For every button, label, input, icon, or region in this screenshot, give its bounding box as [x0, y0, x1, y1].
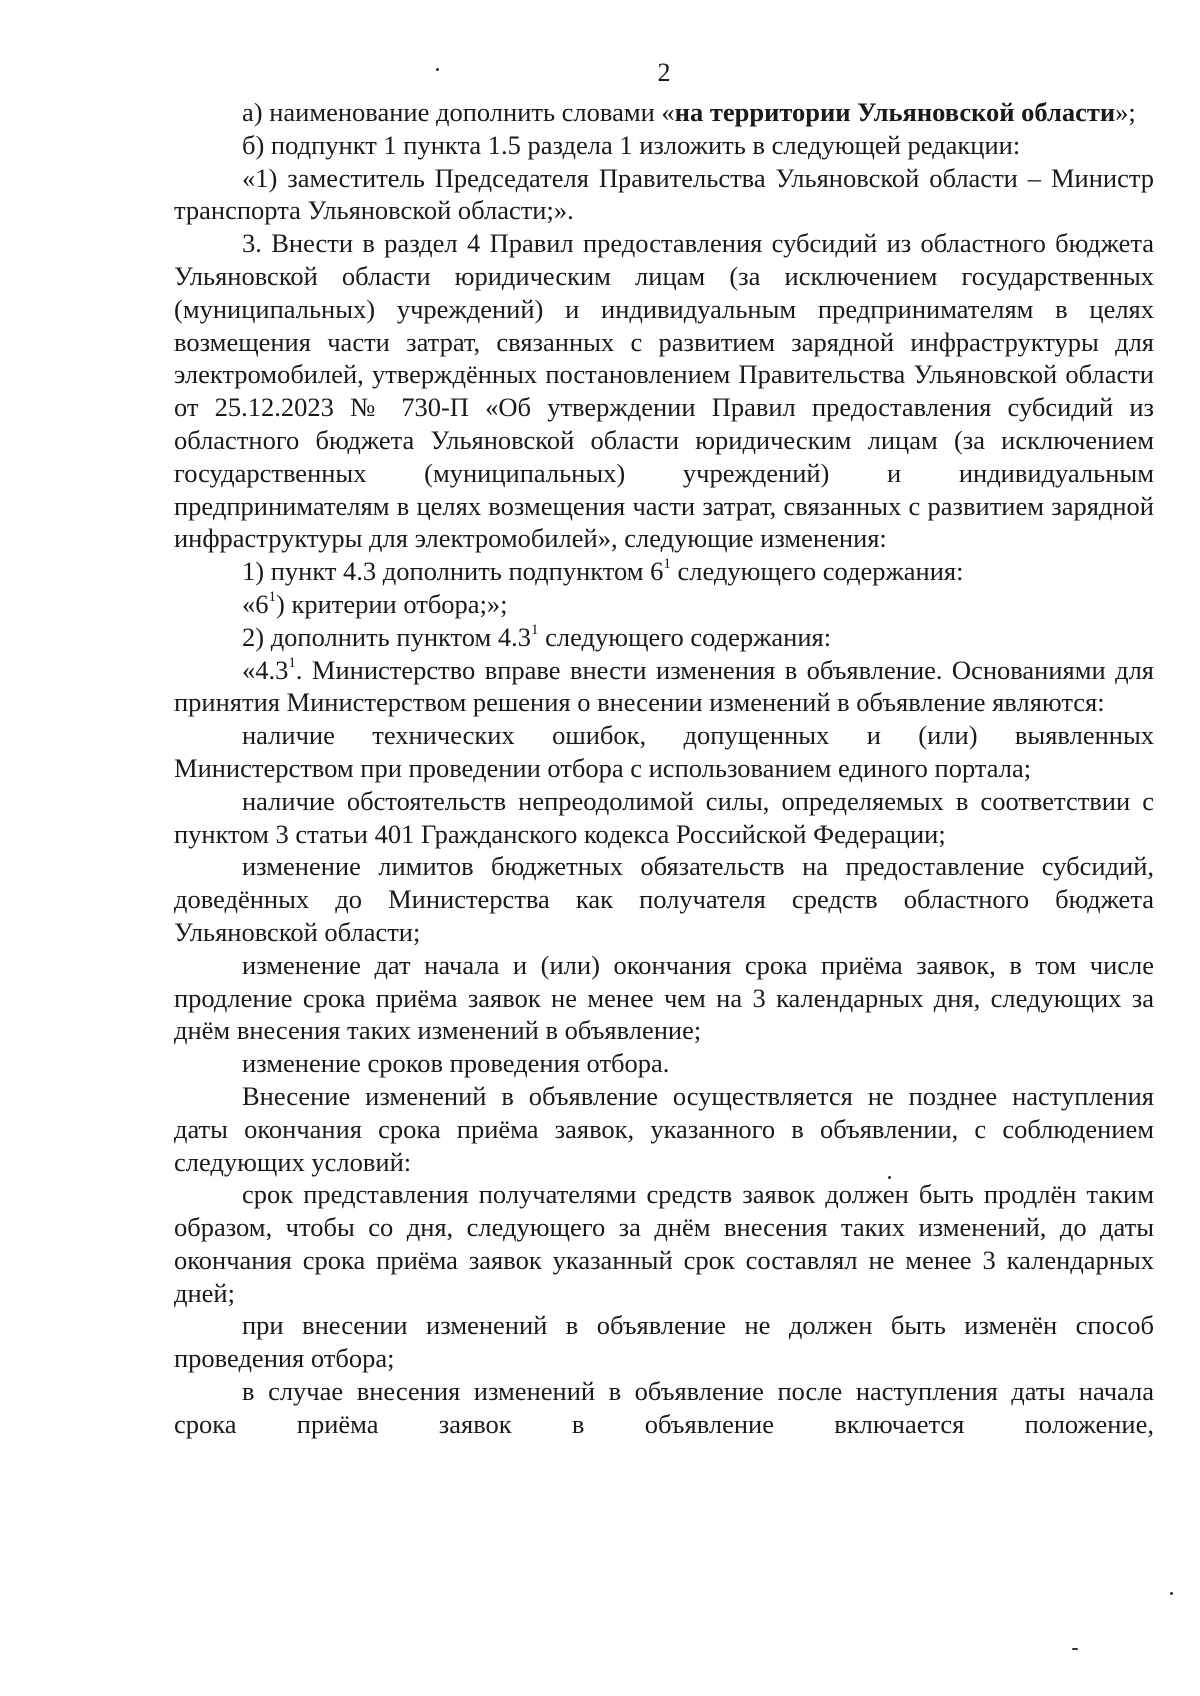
paragraph-a-bold-text: на территории Ульяновской области — [674, 97, 1116, 127]
item-1-superscript: 1 — [663, 556, 671, 573]
paragraph-a-tail: »; — [1115, 97, 1136, 127]
clause-4-3-1-text: «4.3 — [242, 654, 289, 685]
criteria-tail: ) критерии отбора;»; — [276, 588, 508, 619]
paragraph-application-dates: изменение дат начала и (или) окончания срока приёма заявок, в том числе продление срока приёма заявок не менее чем на 3 календарных дня, следующих за днём внесения таких изменений в объявление; — [174, 949, 1154, 1046]
document-page — [174, 58, 1154, 1441]
scan-speck — [436, 68, 439, 71]
paragraph-selection-dates: изменение сроков проведения отбора. — [242, 1048, 670, 1079]
paragraph-item-2 — [174, 621, 1154, 654]
scan-speck — [1072, 1648, 1078, 1650]
paragraph-force-majeure: наличие обстоятельств непреодолимой силы, определяемых в соответствии с пунктом 3 статьи 401 Гражданского кодекса Российской Федерации; — [174, 785, 1154, 849]
item-2-tail: следующего содержания: — [538, 621, 832, 652]
page-number: 2 — [657, 58, 671, 87]
scan-speck — [888, 1176, 891, 1179]
paragraph-technical-errors: наличие технических ошибок, допущенных и (или) выявленных Министерством при проведении отбора с использованием единого портала; — [174, 720, 1154, 783]
paragraph-selection-method: при внесении изменений в объявление не должен быть изменён способ проведения отбора; — [174, 1310, 1154, 1374]
paragraph-section-3: 3. Внести в раздел 4 Правил предоставления субсидий из областного бюджета Ульяновской области юридическим лицам (за исключением государственных (муниципальных) учреждений) и индивидуальным предпринимателям в целях возмещения части затрат, связанных с развитием зарядной инфраструктуры для электромобилей, утверждённых постановлением Правительства Ульяновской области от 25.12.2023 № 730-П «Об утверждении Правил предоставления субсидий из областного бюджета Ульяновской области юридическим лицам (за исключением государственных (муниципальных) учреждений) и индивидуальным предпринимателям в целях возмещения части затрат, связанных с развитием зарядной инфраструктуры для электромобилей», следующие изменения: — [174, 228, 1154, 554]
item-2-text: 2) дополнить пунктом 4.3 — [242, 621, 532, 652]
paragraph-b: б) подпункт 1 пункта 1.5 раздела 1 изложить в следующей редакции: — [242, 129, 1021, 160]
paragraph-4-3-1 — [174, 654, 1154, 720]
scan-speck — [1170, 1592, 1173, 1595]
paragraph-budget-limits: изменение лимитов бюджетных обязательств на предоставление субсидий, доведённых до Министерства как получателя средств областного бюджета Ульяновской области; — [174, 851, 1154, 947]
item-1-text: 1) пункт 4.3 дополнить подпунктом 6 — [242, 556, 664, 587]
item-1-tail: следующего содержания: — [670, 556, 964, 587]
clause-4-3-1-superscript: 1 — [288, 654, 296, 671]
paragraph-deputy: «1) заместитель Председателя Правительства Ульяновской области – Министр транспорта Ульяновской области;». — [174, 162, 1154, 226]
criteria-superscript: 1 — [268, 589, 276, 606]
paragraph-after-start: в случае внесения изменений в объявление после наступления даты начала срока приёма заявок в объявление включается положение, — [174, 1376, 1154, 1439]
paragraph-a — [174, 96, 1154, 129]
clause-4-3-1-tail: . Министерство вправе внести изменения в объявление. Основаниями для принятия Министерством решения о внесении изменений в объявление являются: — [174, 654, 1154, 718]
paragraph-item-1 — [174, 555, 1154, 588]
criteria-text: «6 — [242, 588, 269, 619]
paragraph-extension: срок представления получателями средств заявок должен быть продлён таким образом, чтобы со дня, следующего за днём внесения таких изменений, до даты окончания срока приёма заявок указанный срок составлял не менее 3 календарных дней; — [174, 1179, 1154, 1308]
paragraph-amendment-conditions: Внесение изменений в объявление осуществляется не позднее наступления даты окончания срока приёма заявок, указанного в объявлении, с соблюдением следующих условий: — [174, 1080, 1154, 1177]
item-2-superscript: 1 — [531, 621, 539, 638]
paragraph-a-text: а) наименование дополнить словами « — [242, 97, 675, 127]
paragraph-criteria — [174, 588, 1154, 621]
